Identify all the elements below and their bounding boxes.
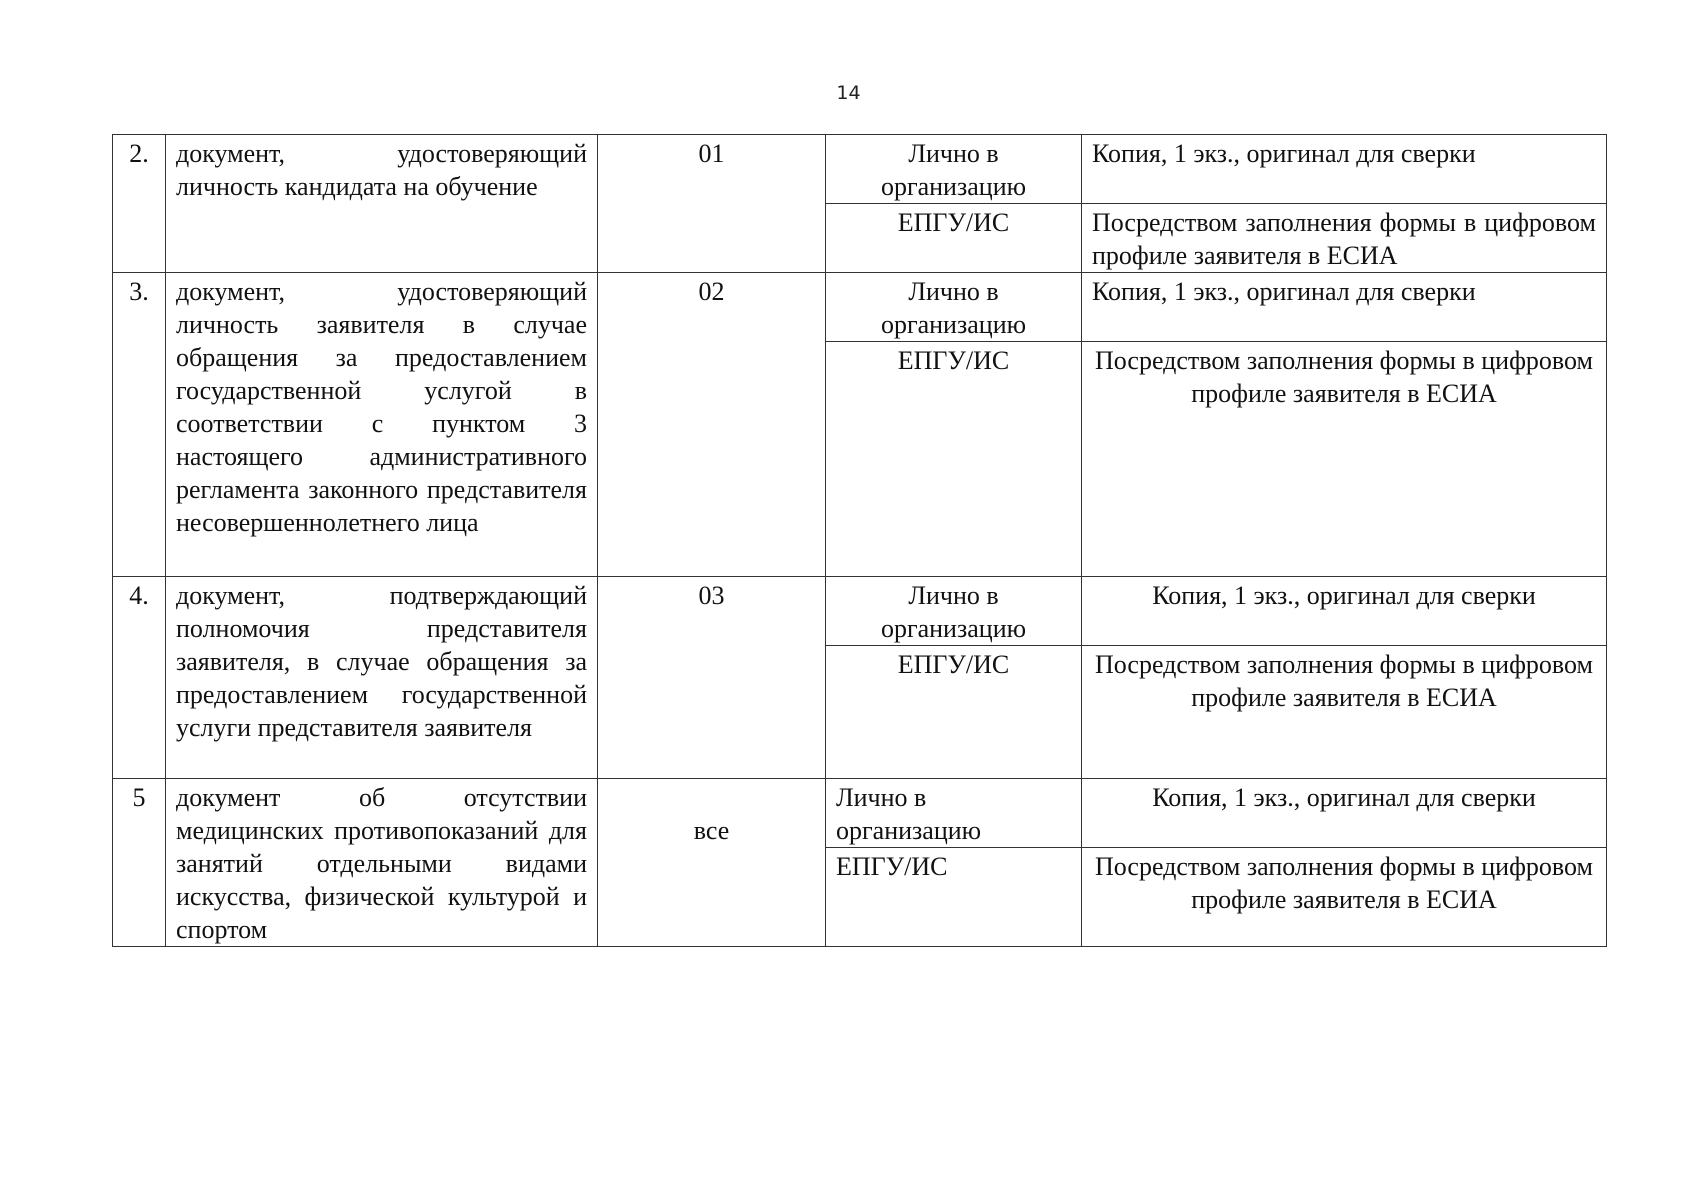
submission-note: Посредством заполнения формы в цифровом профиле заявителя в ЕСИА [1082, 646, 1607, 779]
table-row [113, 273, 1607, 342]
submission-method: ЕПГУ/ИС [826, 342, 1082, 577]
submission-note: Посредством заполнения формы в цифровом профиле заявителя в ЕСИА [1082, 342, 1607, 577]
document-code: 01 [598, 135, 826, 273]
submission-method: Лично в организацию [826, 779, 1082, 848]
table-row [113, 135, 1607, 204]
document-code: 03 [598, 577, 826, 779]
submission-note: Копия, 1 экз., оригинал для сверки [1082, 779, 1607, 848]
table-row [113, 577, 1607, 646]
submission-method: Лично в организацию [826, 273, 1082, 342]
submission-method: Лично в организацию [826, 577, 1082, 646]
document-code: 02 [598, 273, 826, 577]
row-number: 5 [113, 779, 166, 947]
submission-note: Копия, 1 экз., оригинал для сверки [1082, 577, 1607, 646]
row-number: 3. [113, 273, 166, 577]
document-name: документ, подтверждающий полномочия представителя заявителя, в случае обращения за предоставлением государственной услуги представителя заявителя [166, 577, 598, 779]
document-name: документ, удостоверяющий личность заявителя в случае обращения за предоставлением государственной услугой в соответствии с пунктом 3 настоящего административного регламента законного представителя несовершеннолетнего лица [166, 273, 598, 577]
submission-method: ЕПГУ/ИС [826, 646, 1082, 779]
submission-note: Копия, 1 экз., оригинал для сверки [1082, 273, 1607, 342]
submission-note: Посредством заполнения формы в цифровом профиле заявителя в ЕСИА [1082, 204, 1607, 273]
submission-note: Посредством заполнения формы в цифровом профиле заявителя в ЕСИА [1082, 848, 1607, 947]
table-row [113, 779, 1607, 848]
row-number: 4. [113, 577, 166, 779]
document-name: документ, удостоверяющий личность кандидата на обучение [166, 135, 598, 273]
submission-note: Копия, 1 экз., оригинал для сверки [1082, 135, 1607, 204]
submission-method: ЕПГУ/ИС [826, 204, 1082, 273]
document-code: все [598, 779, 826, 947]
page-number: 14 [836, 82, 861, 104]
submission-method: Лично в организацию [826, 135, 1082, 204]
document-name: документ об отсутствии медицинских противопоказаний для занятий отдельными видами искусства, физической культурой и спортом [166, 779, 598, 947]
submission-method: ЕПГУ/ИС [826, 848, 1082, 947]
row-number: 2. [113, 135, 166, 273]
documents-table [112, 134, 1607, 947]
